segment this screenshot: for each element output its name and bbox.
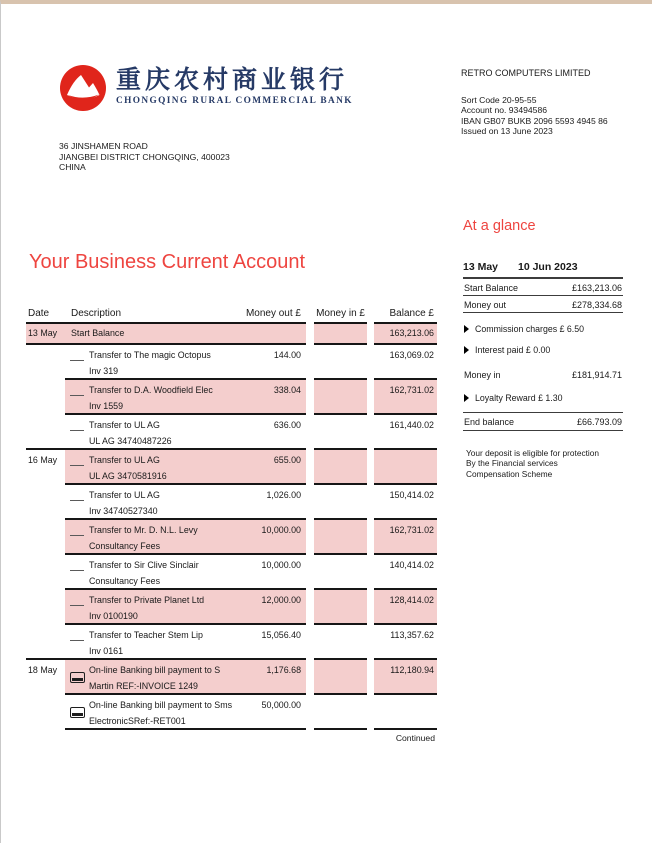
row-balance: 162,731.02	[374, 380, 437, 415]
bank-logo-icon	[59, 64, 107, 112]
row-date	[26, 345, 65, 380]
row-balance: 161,440.02	[374, 415, 437, 450]
row-date: 18 May	[28, 665, 58, 675]
row-date	[26, 695, 65, 730]
row-description: Transfer to UL AG	[89, 490, 160, 500]
row-reference: Inv 0161	[89, 646, 124, 656]
table-row	[26, 415, 437, 450]
row-money-out: 12,000.00	[261, 595, 301, 605]
row-money-out: 15,056.40	[261, 630, 301, 640]
table-row	[26, 660, 437, 695]
header-money-in: Money in £	[314, 306, 367, 324]
label: Start Balance	[464, 282, 519, 293]
row-date	[26, 590, 65, 625]
transaction-type-icon	[70, 535, 84, 536]
row-balance: 150,414.02	[374, 485, 437, 520]
row-reference: Inv 0100190	[89, 611, 138, 621]
row-money-out: 10,000.00	[261, 560, 301, 570]
row-money-in	[314, 555, 367, 590]
row-balance: 113,357.62	[374, 625, 437, 660]
table-row	[26, 625, 437, 660]
row-date: 16 May	[28, 455, 58, 465]
transaction-type-icon	[70, 500, 84, 501]
bank-name-chinese: 重庆农村商业银行	[116, 65, 349, 94]
table-row	[26, 590, 437, 625]
row-balance	[374, 450, 437, 485]
row-balance: 163,069.02	[374, 345, 437, 380]
row-money-out: 338.04	[273, 385, 301, 395]
row-description: Transfer to Sir Clive Sinclair	[89, 560, 199, 570]
row-date	[26, 380, 65, 415]
label: Money out	[464, 299, 507, 310]
transaction-type-icon	[70, 672, 85, 683]
at-a-glance-panel	[463, 218, 623, 479]
row-money-out: 50,000.00	[261, 700, 301, 710]
address-line: JIANGBEI DISTRICT CHONGQING, 400023	[59, 151, 230, 162]
row-money-out: 655.00	[273, 455, 301, 465]
header-date: Date	[26, 306, 65, 324]
glance-interest: Interest paid £ 0.00	[464, 345, 623, 355]
transaction-type-icon	[70, 360, 84, 361]
row-money-in	[314, 625, 367, 660]
bullet-triangle-icon	[464, 325, 469, 333]
row-reference: UL AG 34740487226	[89, 436, 172, 446]
row-description: On-line Banking bill payment to S	[89, 665, 221, 675]
value: £66.793.09	[576, 416, 622, 427]
row-money-out: 144.00	[273, 350, 301, 360]
row-date	[26, 520, 65, 555]
transaction-type-icon	[70, 707, 85, 718]
transaction-type-icon	[70, 570, 84, 571]
transaction-type-icon	[70, 640, 84, 641]
statement-rows	[26, 324, 437, 730]
row-date	[26, 415, 65, 450]
issued-date: Issued on 13 June 2023	[461, 126, 553, 136]
bullet-triangle-icon	[464, 346, 469, 354]
table-row	[26, 520, 437, 555]
bank-brand	[59, 64, 353, 112]
address-line: 36 JINSHAMEN ROAD	[59, 141, 148, 151]
row-money-in	[314, 695, 367, 730]
continued-label: Continued	[395, 733, 435, 743]
address-line: CHINA	[59, 162, 86, 172]
row-description: Start Balance	[71, 328, 125, 338]
glance-commission: Commission charges £ 6.50	[464, 324, 623, 334]
row-balance: 163,213.06	[374, 324, 437, 345]
iban: IBAN GB07 BUKB 2096 5593 4945 86	[461, 115, 608, 126]
row-reference: Martin REF:-INVOICE 1249	[89, 681, 198, 691]
deposit-protection-note: Your deposit is eligible for protection By the Financial services Compensation Scheme	[466, 447, 599, 479]
transaction-type-icon	[70, 430, 84, 431]
row-description: Transfer to Mr. D. N.L. Levy	[89, 525, 198, 535]
table-row	[26, 345, 437, 380]
row-money-out: 636.00	[273, 420, 301, 430]
row-money-in	[314, 660, 367, 695]
period-end: 10 Jun 2023	[518, 261, 578, 273]
header-money-out: Money out £	[245, 308, 301, 319]
row-money-in	[314, 485, 367, 520]
row-balance: 140,414.02	[374, 555, 437, 590]
account-holder-name: RETRO COMPUTERS LIMITED	[461, 68, 591, 78]
row-date	[26, 625, 65, 660]
table-row	[26, 555, 437, 590]
row-description: Transfer to Private Planet Ltd	[89, 595, 205, 605]
transaction-type-icon	[70, 465, 84, 466]
row-date	[26, 485, 65, 520]
row-money-in	[314, 324, 367, 345]
table-header	[26, 306, 437, 324]
row-money-out: 1,176.68	[266, 665, 301, 675]
row-description: Transfer to The magic Octopus	[89, 350, 211, 360]
row-description: Transfer to UL AG	[89, 455, 160, 465]
table-row	[26, 485, 437, 520]
row-money-in	[314, 380, 367, 415]
row-reference: Inv 319	[89, 366, 119, 376]
bank-address	[59, 141, 230, 173]
table-row	[26, 324, 437, 345]
row-date	[26, 555, 65, 590]
glance-loyalty: Loyalty Reward £ 1.30	[464, 393, 623, 403]
row-reference: Consultancy Fees	[89, 576, 161, 586]
row-reference: UL AG 3470581916	[89, 471, 167, 481]
row-balance: 128,414.02	[374, 590, 437, 625]
row-description: Transfer to D.A. Woodfield Elec	[89, 385, 213, 395]
value: £163,213.06	[571, 282, 622, 293]
label: End balance	[464, 416, 515, 427]
account-number: Account no. 93494586	[461, 105, 548, 115]
glance-start-balance	[463, 279, 623, 296]
row-reference: Consultancy Fees	[89, 541, 161, 551]
row-balance: 112,180.94	[374, 660, 437, 695]
header-balance: Balance £	[374, 306, 437, 324]
table-row	[26, 695, 437, 730]
row-reference: Inv 34740527340	[89, 506, 158, 516]
row-money-in	[314, 345, 367, 380]
period-start: 13 May	[463, 261, 499, 273]
bullet-triangle-icon	[464, 394, 469, 402]
bank-name-english: CHONGQING RURAL COMMERCIAL BANK	[116, 96, 353, 106]
transaction-type-icon	[70, 605, 84, 606]
row-money-in	[314, 520, 367, 555]
at-a-glance-title: At a glance	[463, 218, 536, 234]
page-title: Your Business Current Account	[29, 251, 306, 274]
row-description: Transfer to UL AG	[89, 420, 160, 430]
transaction-type-icon	[70, 395, 84, 396]
row-balance: 162,731.02	[374, 520, 437, 555]
row-balance	[374, 695, 437, 730]
account-holder-block	[461, 68, 608, 137]
glance-money-in	[463, 366, 623, 382]
row-description: Transfer to Teacher Stem Lip	[89, 630, 203, 640]
row-money-out: 10,000.00	[261, 525, 301, 535]
row-reference: ElectronicSRef:-RET001	[89, 716, 186, 726]
row-money-in	[314, 415, 367, 450]
row-description: On-line Banking bill payment to Sms	[89, 700, 233, 710]
statement-table	[26, 306, 437, 743]
glance-end-balance	[463, 412, 623, 431]
row-money-in	[314, 590, 367, 625]
table-row	[26, 380, 437, 415]
row-money-out: 1,026.00	[266, 490, 301, 500]
row-reference: Inv 1559	[89, 401, 124, 411]
statement-period	[463, 261, 623, 279]
value: £181,914.71	[571, 369, 622, 380]
table-row	[26, 450, 437, 485]
sort-code: Sort Code 20-95-55	[461, 94, 537, 105]
value: £278,334.68	[571, 299, 622, 310]
row-date: 13 May	[26, 324, 65, 345]
label: Money in	[464, 369, 501, 380]
header-description: Description	[71, 308, 122, 319]
row-money-in	[314, 450, 367, 485]
glance-money-out	[463, 296, 623, 313]
